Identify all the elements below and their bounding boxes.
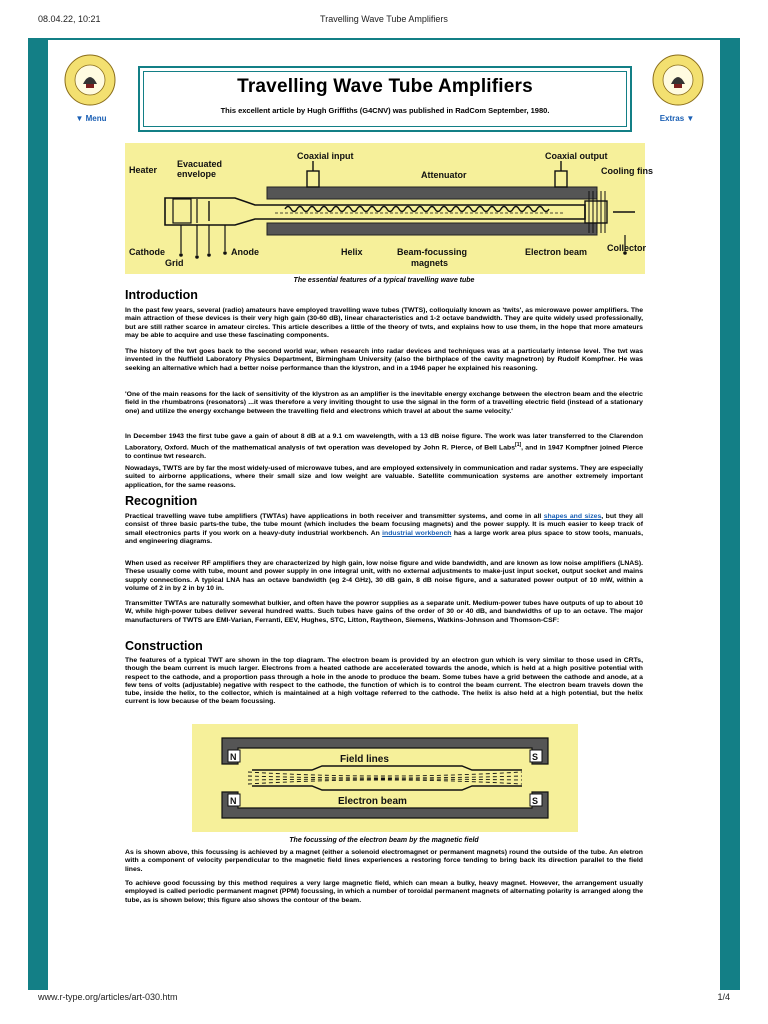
print-footer bbox=[0, 992, 768, 1006]
label-field-lines: Field lines bbox=[340, 754, 389, 765]
label-collector: Collector bbox=[607, 243, 647, 253]
intro-paragraph-4: In December 1943 the first tube gave a gain of about 8 dB at a 9.1 cm wavelength, with a 13 dB noise figure. The work was later transferred to the Clarendon Laboratory, Oxford. Much of the mathematical analysis of twt operation was developed by John R. Pierce, of Bell Labs[1], and in 1947 Kompfner joined Pierce to continue twt research. bbox=[125, 433, 643, 460]
heading-construction: Construction bbox=[125, 639, 203, 653]
menu-link[interactable]: ▼ Menu bbox=[75, 114, 107, 123]
label-electron-beam: Electron beam bbox=[525, 247, 588, 257]
extras-link[interactable]: Extras ▼ bbox=[659, 114, 695, 123]
print-datetime: 08.04.22, 10:21 bbox=[38, 14, 101, 24]
national-valve-museum-logo[interactable] bbox=[64, 54, 116, 106]
figure1-caption: The essential features of a typical travelling wave tube bbox=[293, 277, 475, 284]
recognition-paragraph-1: Practical travelling wave tube amplifiers (TWTAs) have applications in both receiver and transmitter systems, and come in all shapes and sizes, but they all consist of three basic parts-the tube, the tube mount (which includes the beam focusing magnets) and the power supply. It is much easier to keep track of small electronics parts if you work on a heavy-duty industrial workbench. An industrial workbench has a large work area plus space to stow tools, manuals, and engineering diagrams. bbox=[125, 513, 643, 545]
page-subtitle: This excellent article by Hugh Griffiths (G4CNV) was published in RadCom September, 1980. bbox=[220, 106, 550, 115]
construction-paragraph-1: The features of a typical TWT are shown in the top diagram. The electron beam is provided by an electron gun which is very similar to those used in CRTs, though the beam current is much larger. Electrons from a heated cathode are accelerated towards the anode, which is held at a high positive potential with respect to the cathode, and a proportion pass through a hole in the anode to produce the beam. Some tubes have a grid between the cathode and anode, at a few tens of volts (adjustable) negative with respect to the cathode, the function of which is to control the beam current. The electron beam travels down the tube, inside the helix, to the collector, which is maintained at a high voltage referred to the cathode. The helix is also held at a high potential, but the helix current is low because of the beam focussing. bbox=[125, 657, 643, 706]
label-s-top: S bbox=[532, 752, 539, 762]
label-s-bottom: S bbox=[532, 796, 539, 806]
industrial-workbench-link[interactable]: industrial workbench bbox=[382, 529, 452, 537]
beam-focussing-diagram bbox=[192, 724, 578, 832]
label-cathode: Cathode bbox=[129, 247, 165, 257]
recognition-paragraph-2: When used as receiver RF amplifiers they are characterized by high gain, low noise figure and wide bandwidth, and are known as low noise amplifiers (LNAS). These usually come with tube, mount and power supply in one integral unit, with no external adjustments to make-just input socket, output socket and mains supply connections. A typical LNA has an octave bandwidth (eg 2-4 GHz), 30 dB gain, 8 dB noise figure, and a saturated power output of 10 mW, within a volume of 2 in by 2 in by 10 in. bbox=[125, 560, 643, 592]
label-beam-focussing: Beam-focussing bbox=[397, 247, 468, 257]
label-attenuator: Attenuator bbox=[421, 170, 467, 180]
label-helix: Helix bbox=[341, 247, 363, 257]
label-electron-beam-2: Electron beam bbox=[338, 796, 407, 807]
label-n-top: N bbox=[230, 752, 237, 762]
print-url: www.r-type.org/articles/art-030.htm bbox=[38, 992, 178, 1002]
national-valve-museum-logo-right[interactable] bbox=[652, 54, 704, 106]
label-coaxial-input: Coaxial input bbox=[297, 151, 354, 161]
heading-recognition: Recognition bbox=[125, 494, 198, 508]
print-header bbox=[0, 14, 768, 28]
label-n-bottom: N bbox=[230, 796, 237, 806]
intro-paragraph-2: The history of the twt goes back to the second world war, when research into radar devices and techniques was at a particularly intense level. The twt was invented in the Nuffield Laboratory Physics Department, Birmingham University (also the birthplace of the cavity magnetron) by Rudolf Kompfner. He was seeking an alternative which had a better noise performance than the klystron, and in a 1946 paper he explained his reasoning. bbox=[125, 348, 643, 372]
title-box bbox=[138, 66, 632, 132]
print-tab-title: Travelling Wave Tube Amplifiers bbox=[320, 14, 448, 24]
label-grid: Grid bbox=[165, 258, 184, 268]
shapes-and-sizes-link[interactable]: shapes and sizes bbox=[543, 513, 602, 520]
label-evacuated: Evacuated bbox=[177, 159, 223, 169]
construction-paragraph-2: As is shown above, this focussing is achieved by a magnet (either a solenoid electromagnet or permanent magnets) round the outside of the tube. An eletron with a component of velocity perpendicular to the magnetic field lines experiences a restoring force tending to bring back its direction parallel to the field lines. bbox=[125, 849, 643, 873]
page-title: Travelling Wave Tube Amplifiers bbox=[237, 76, 533, 97]
label-cooling-fins: Cooling fins bbox=[601, 166, 653, 176]
twt-diagram bbox=[125, 143, 653, 274]
construction-paragraph-3: To achieve good focussing by this method requires a very large magnetic field, which can mean a bulky, heavy magnet. However, the arrangement usually employed is called periodic permanent magnet (PPM) focussing, in which a number of toroidal permanent magnets of alternating polarity is arranged along the tube, as is shown below; this figure also shows the contour of the beam. bbox=[125, 880, 643, 904]
intro-paragraph-3: 'One of the main reasons for the lack of sensitivity of the klystron as an amplifier is the inevitable energy exchange between the electron beam and the electric field in the rhumbatrons (resonators) ...it was therefore a very inviting thought to use the signal in the form of a travelling electric field (instead of a stationary one) and utilize the energy exchange between the travelling field and electrons which travel at about the same velocity.' bbox=[125, 391, 643, 415]
recognition-paragraph-3: Transmitter TWTAs are naturally somewhat bulkier, and often have the powror supplies as a separate unit. Medium-power tubes have outputs of up to about 10 W, while high-power tubes deliver several hundred watts. Such tubes have gains of the order of 30 or 40 dB, and bandwidths of up to an octave. The major manufacturers of TWTS are EMI-Varian, Ferranti, EEV, Hughes, STC, Litton, Raytheon, Siemens, Watkins-Johnson and Thomson-CSF: bbox=[125, 600, 643, 624]
print-page-number: 1/4 bbox=[717, 992, 730, 1002]
footnote-ref[interactable]: [1] bbox=[515, 442, 522, 449]
label-anode: Anode bbox=[231, 247, 259, 257]
label-envelope: envelope bbox=[177, 169, 217, 179]
intro-paragraph-5: Nowadays, TWTS are by far the most widely-used of microwave tubes, and are employed extensively in communication and radar systems. They are especially suited to airborne applications, where their small size and low weight are valuable. Satellite communication systems are another extremely important application, for the same reasons. bbox=[125, 465, 643, 489]
label-coaxial-output: Coaxial output bbox=[545, 151, 608, 161]
heading-introduction: Introduction bbox=[125, 288, 198, 302]
label-heater: Heater bbox=[129, 165, 158, 175]
figure2-caption: The focussing of the electron beam by the magnetic field bbox=[289, 837, 479, 844]
label-magnets: magnets bbox=[411, 258, 449, 268]
intro-paragraph-1: In the past few years, several (radio) amateurs have employed travelling wave tubes (TWTS), colloquially known as 'twits', as microwave power amplifiers. The main attraction of these devices is their very high gain (30-60 dB), linear characteristics and 1-2 octave bandwidth. They are quite widely used professionally, but are still rather scarce in amateur circles. This article describes a little of the theory of twts, and explains how to use them, in the hope that more amateurs may be able to acquire and use these fascinating components. bbox=[125, 307, 643, 339]
article-page bbox=[48, 40, 720, 990]
